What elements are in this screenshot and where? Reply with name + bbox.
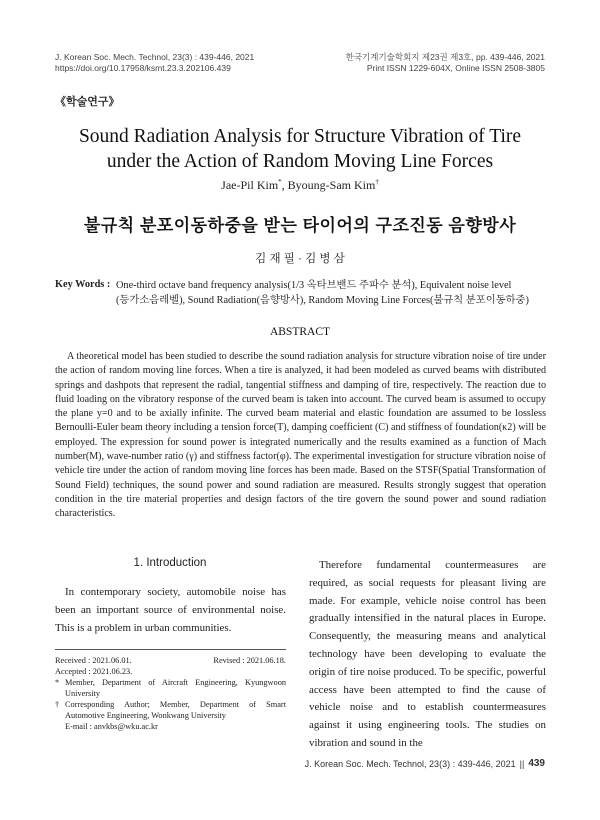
received-date: Received : 2021.06.01. (55, 656, 132, 665)
author-list (0, 178, 600, 193)
journal-citation-header: J. Korean Soc. Mech. Technol, 23(3) : 439-446, 2021 (55, 52, 255, 62)
abstract-heading: ABSTRACT (269, 326, 331, 338)
member-affiliation: Member, Department of Aircraft Engineering, Kyungwoon University (65, 678, 286, 698)
article-category: 《학술연구》 (55, 96, 120, 108)
keywords-list (116, 279, 548, 308)
introduction-left-text: In contemporary society, automobile noise has been an important source of environmental noise. This is a problem in urban communities. (55, 586, 286, 634)
date-line (55, 655, 286, 666)
author-2-mark: † (375, 178, 379, 186)
section-heading-introduction: 1. Introduction (133, 557, 207, 569)
footer-citation: J. Korean Soc. Mech. Technol, 23(3) : 439-446, 2021 (304, 758, 516, 769)
page-number: 439 (528, 758, 545, 769)
footer-separator: || (519, 758, 525, 769)
author-1-mark: * (278, 178, 282, 186)
korean-authors: 김 재 필 · 김 병 삼 (255, 253, 345, 265)
author-separator: , (281, 178, 288, 192)
korean-title: 불규칙 분포이동하중을 받는 타이어의 구조진동 음향방사 (83, 216, 517, 235)
introduction-right-text: Therefore fundamental countermeasures are required, as social requests for pleasant living are made. For example, vehicle noise control has been gradually intensified in the natural places in Europe. Consequently, the measuring means and analytical technology have been developing to evaluate the origin of tire noise produced. To be specific, powerful access have been attempted to find the cause of vehicle noise and to establish countermeasures against it using engineering tools. The studies on vibration and sound in the (309, 559, 546, 749)
corresponding-note (55, 699, 286, 721)
accepted-date: Accepted : 2021.06.23. (55, 667, 133, 676)
member-mark: * (55, 678, 60, 687)
author-2: Byoung-Sam Kim (287, 178, 376, 192)
title-line-2: under the Action of Random Moving Line Forces (106, 151, 494, 172)
title-line-1: Sound Radiation Analysis for Structure Vibration of Tire (78, 126, 522, 147)
footnote-divider (55, 649, 286, 650)
author-1: Jae-Pil Kim (221, 178, 279, 192)
journal-citation-korean: 한국기계기술학회지 제23권 제3호, pp. 439-446, 2021 (345, 52, 545, 62)
footnotes (55, 655, 286, 732)
keywords-line-2: (등가소음레벨), Sound Radiation(음향방사), Random Moving Line Forces(불규칙 분포이동하중) (116, 294, 529, 306)
abstract-text: A theoretical model has been studied to describe the sound radiation analysis for structure vibration noise of tire under the action of random moving line forces. When a tire is analyzed, it had been modeled as curved beams with distributed springs and dashpots that represent the radial, tangential stiffness and damping of tire, respectively. The reaction due to fluid loading on the vibratory response of the curved beam is taken into account. The curved beam is assumed to occupy the plane y=0 and to be axially infinite. The curved beam material and elastic foundation are assumed to be lossless Bernoulli-Euler beam theory including a tension force(T), damping coefficient (C) and stiffness of foundation(κ2) will be employed. The expression for sound power is integrated numerically and the results examined as a function of Mach number(M), wave-number ratio (γ) and stiffness factor(φ). The experimental investigation for structure vibration noise of vehicle tire under the action of random moving line forces has been made. Based on the STSF(Spatial Transformation of Sound Field) techniques, the sound power and sound radiation are measured. Results strongly suggest that operation condition in the tire material properties and design factors of the tire govern the sound power and sound radiation characteristics. (55, 351, 546, 520)
keywords-line-1: One-third octave band frequency analysis(1/3 옥타브밴드 주파수 분석), Equivalent noise level (116, 280, 512, 291)
revised-date: Revised : 2021.06.18. (213, 656, 286, 665)
issn-line: Print ISSN 1229-604X, Online ISSN 2508-3805 (366, 63, 545, 73)
corresponding-affiliation: Corresponding Author; Member, Department of Smart Automotive Engineering, Wonkwang University (65, 700, 286, 720)
keywords-label: Key Words : (55, 279, 111, 290)
paper-title (40, 124, 560, 174)
doi-link[interactable]: https://doi.org/10.17958/ksmt.23.3.202106.439 (55, 63, 231, 73)
author-email[interactable]: E-mail : anvkbs@wku.ac.kr (65, 722, 158, 731)
corresponding-mark: † (55, 700, 60, 709)
member-note (55, 677, 286, 699)
page-footer (305, 758, 545, 769)
